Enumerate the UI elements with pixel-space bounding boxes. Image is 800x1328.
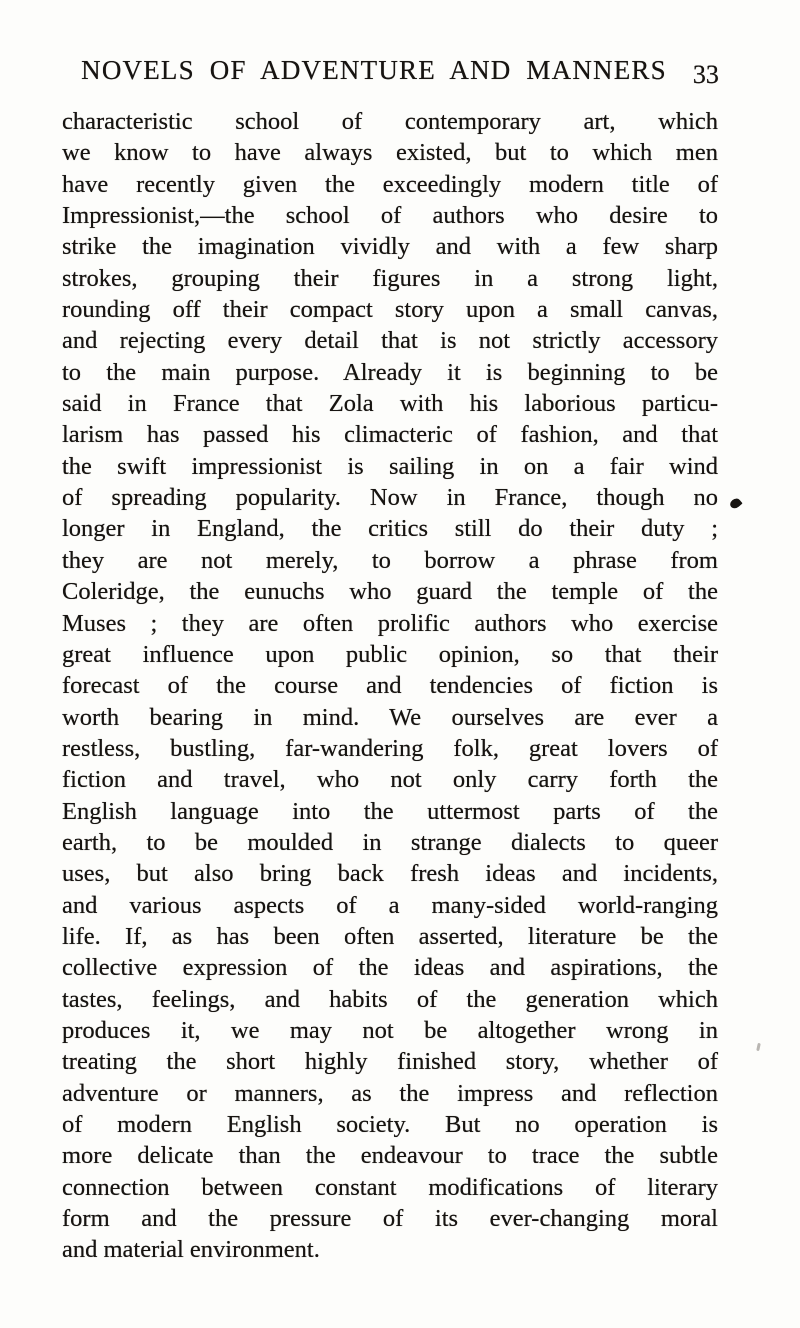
page-number: 33 xyxy=(692,60,719,89)
header-title: NOVELS OF ADVENTURE AND MANNERS xyxy=(81,55,667,85)
text-line: adventure or manners, as the impress and reflection xyxy=(62,1079,718,1107)
text-line: worth bearing in mind. We ourselves are ever a xyxy=(62,703,718,731)
text-line: have recently given the exceedingly modern title of xyxy=(62,170,718,198)
margin-speck xyxy=(756,1043,761,1051)
text-line: life. If, as has been often asserted, literature be the xyxy=(62,922,718,950)
text-line: uses, but also bring back fresh ideas and incidents, xyxy=(62,860,718,888)
text-line: larism has passed his climacteric of fashion, and that xyxy=(62,421,718,449)
text-line: earth, to be moulded in strange dialects to queer xyxy=(62,828,718,856)
text-line: and various aspects of a many-sided world-ranging xyxy=(62,891,718,919)
text-line: we know to have always existed, but to which men xyxy=(62,139,718,167)
text-line: connection between constant modifications of literary xyxy=(62,1173,718,1201)
text-line: characteristic school of contemporary art, which xyxy=(62,108,718,135)
text-line: forecast of the course and tendencies of fiction is xyxy=(62,672,718,700)
text-line: strike the imagination vividly and with a few sharp xyxy=(62,233,718,261)
text-line: said in France that Zola with his laborious particu- xyxy=(62,390,718,418)
text-line: more delicate than the endeavour to trace the subtle xyxy=(62,1142,718,1170)
running-header xyxy=(0,55,800,89)
text-line: produces it, we may not be altogether wrong in xyxy=(62,1016,718,1044)
ink-blot-mark xyxy=(728,497,742,511)
text-line: and rejecting every detail that is not strictly accessory xyxy=(62,327,718,355)
text-line: the swift impressionist is sailing in on a fair wind xyxy=(62,452,718,480)
text-line: English language into the uttermost parts of the xyxy=(62,797,718,825)
text-line: of spreading popularity. Now in France, though no xyxy=(62,484,718,512)
text-line: longer in England, the critics still do their duty ; xyxy=(62,515,718,543)
text-line: tastes, feelings, and habits of the generation which xyxy=(62,985,718,1013)
text-line: and material environment. xyxy=(62,1236,320,1264)
text-line: of modern English society. But no operation is xyxy=(62,1111,718,1138)
text-line: Coleridge, the eunuchs who guard the temple of the xyxy=(62,578,718,606)
text-line: strokes, grouping their figures in a strong light, xyxy=(62,264,718,292)
text-line: treating the short highly finished story, whether of xyxy=(62,1048,718,1076)
text-line: to the main purpose. Already it is beginning to be xyxy=(62,358,718,386)
text-line: great influence upon public opinion, so that their xyxy=(62,640,718,668)
text-line: Impressionist,—the school of authors who desire to xyxy=(62,202,718,230)
text-line: rounding off their compact story upon a small canvas, xyxy=(62,296,718,324)
text-line: form and the pressure of its ever-changing moral xyxy=(62,1205,718,1233)
body-text xyxy=(0,106,718,1266)
text-line: they are not merely, to borrow a phrase from xyxy=(62,546,718,574)
text-line: collective expression of the ideas and aspirations, the xyxy=(62,954,718,982)
text-line: restless, bustling, far-wandering folk, great lovers of xyxy=(62,734,718,762)
text-line: Muses ; they are often prolific authors who exercise xyxy=(62,609,718,637)
text-line: fiction and travel, who not only carry forth the xyxy=(62,766,718,794)
